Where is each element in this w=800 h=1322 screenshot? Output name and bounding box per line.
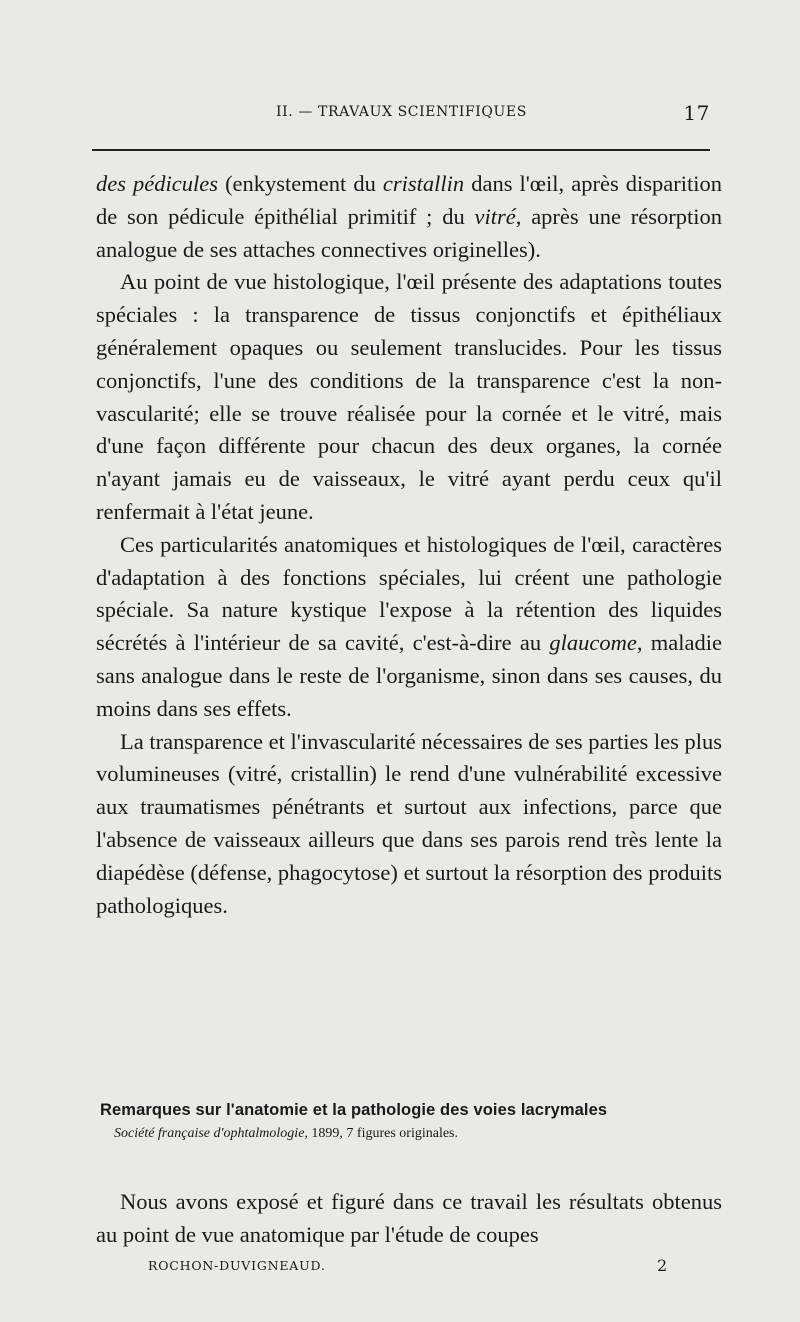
italic-term: vitré [474, 203, 516, 229]
italic-term: glaucome [549, 630, 637, 656]
italic-term: des pédicules [96, 171, 219, 196]
main-text [96, 168, 722, 922]
section-header [100, 1101, 724, 1142]
sheet-number: 2 [657, 1256, 668, 1275]
paragraph-3: Ces particularités anatomiques et histologiques de l'œil, caractères d'adaptation à des fonctions spéciales, lui créent une pathologie spéciale. Sa nature kystique l'expose à la rétention des liquides sécrétés à l'intérieur de sa cavité, c'est-à-dire au glaucome, maladie sans analogue dans le reste de l'organisme, sinon dans ses causes, du moins dans ses effets. [96, 531, 722, 721]
italic-term: cristallin [382, 171, 465, 196]
section-title: Remarques sur l'anatomie et la pathologie des voies lacrymales [100, 1101, 608, 1119]
journal-name: Société française d'ophtalmologie, [114, 1126, 308, 1141]
paragraph-4: La transparence et l'invascularité nécessaires de ses parties les plus volumineuses (vitré, cristallin) le rend d'une vulnérabilité excessive aux traumatismes pénétrants et surtout aux infections, parce que l'absence de vaisseaux ailleurs que dans ses parois rend très lente la diapédèse (défense, phagocytose) et surtout la résorption des produits pathologiques. [96, 728, 722, 918]
section-source: Société française d'ophtalmologie, 1899, 7 figures originales. [114, 1126, 458, 1141]
page-number: 17 [683, 101, 710, 125]
paragraph-2: Au point de vue histologique, l'œil présente des adaptations toutes spéciales : la transparence de tissus conjonctifs et épithéliaux généralement opaques ou seulement translucides. Pour les tissus conjonctifs, l'une des conditions de la transparence c'est la non-vascularité; elle se trouve réalisée pour la cornée et le vitré, mais d'une façon différente pour chacun des deux organes, la cornée n'ayant jamais eu de vaisseaux, le vitré ayant perdu ceux qu'il renfermait à l'état jeune. [96, 269, 722, 524]
section-text [96, 1186, 722, 1252]
running-title: II. — TRAVAUX SCIENTIFIQUES [276, 104, 527, 120]
signature-mark: ROCHON-DUVIGNEAUD. [148, 1258, 326, 1273]
header-rule [92, 149, 710, 151]
paragraph-5: Nous avons exposé et figuré dans ce travail les résultats obtenus au point de vue anatomique par l'étude de coupes [96, 1189, 722, 1247]
paragraph-1: des pédicules (enkystement du cristallin dans l'œil, après disparition de son pédicule épithélial primitif ; du vitré, après une résorption analogue de ses attaches connectives originelles). [96, 171, 722, 262]
